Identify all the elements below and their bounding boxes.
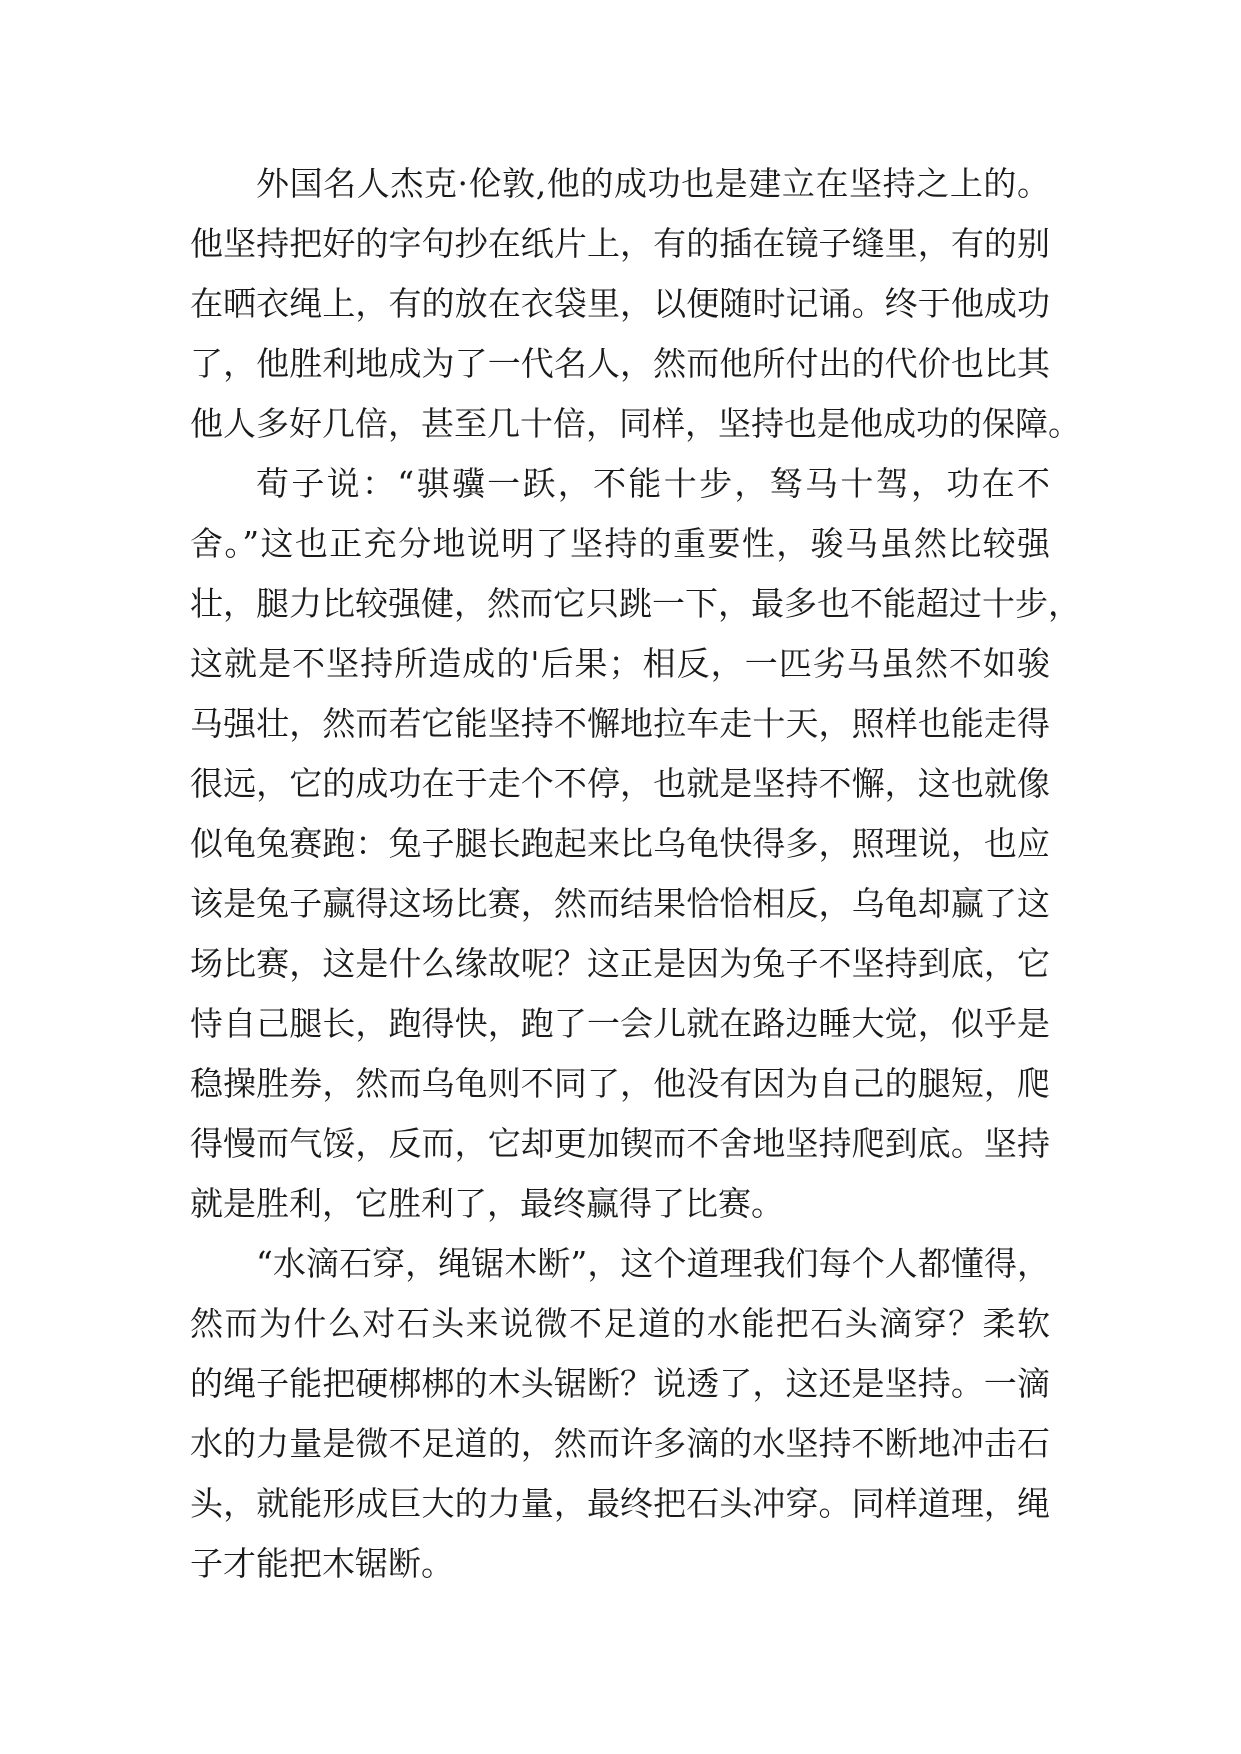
- paragraph-2-line-9: 场比赛，这是什么缘故呢？这正是因为兔子不坚持到底，它: [190, 944, 1050, 983]
- paragraph-1-line-5: 他人多好几倍，甚至几十倍，同样，坚持也是他成功的保障。: [190, 404, 1081, 443]
- paragraph-1-line-1: 外国名人杰克·伦敦,他的成功也是建立在坚持之上的。: [256, 164, 1050, 203]
- paragraph-2-line-2: 舍。”这也正充分地说明了坚持的重要性，骏马虽然比较强: [190, 524, 1050, 563]
- paragraph-2-line-8: 该是兔子赢得这场比赛，然而结果恰恰相反，乌龟却赢了这: [190, 884, 1050, 923]
- paragraph-2-line-1: 荀子说：“骐骥一跃，不能十步，驽马十驾，功在不: [256, 464, 1050, 503]
- paragraph-3-line-6: 子才能把木锯断。: [190, 1544, 454, 1583]
- paragraph-2-line-12: 得慢而气馁，反而，它却更加锲而不舍地坚持爬到底。坚持: [190, 1124, 1050, 1163]
- paragraph-3-line-1: “水滴石穿，绳锯木断”，这个道理我们每个人都懂得，: [256, 1244, 1050, 1283]
- paragraph-2-line-11: 稳操胜券，然而乌龟则不同了，他没有因为自己的腿短，爬: [190, 1064, 1050, 1103]
- paragraph-2-line-5: 马强壮，然而若它能坚持不懈地拉车走十天，照样也能走得: [190, 704, 1050, 743]
- paragraph-3-line-3: 的绳子能把硬梆梆的木头锯断？说透了，这还是坚持。一滴: [190, 1364, 1050, 1403]
- paragraph-2-line-6: 很远，它的成功在于走个不停，也就是坚持不懈，这也就像: [190, 764, 1050, 803]
- paragraph-3-line-5: 头，就能形成巨大的力量，最终把石头冲穿。同样道理，绳: [190, 1484, 1050, 1523]
- paragraph-1-line-3: 在晒衣绳上，有的放在衣袋里，以便随时记诵。终于他成功: [190, 284, 1050, 323]
- paragraph-2-line-4: 这就是不坚持所造成的'后果；相反，一匹劣马虽然不如骏: [190, 644, 1050, 683]
- paragraph-1-line-2: 他坚持把好的字句抄在纸片上，有的插在镜子缝里，有的别: [190, 224, 1050, 263]
- paragraph-3-line-2: 然而为什么对石头来说微不足道的水能把石头滴穿？柔软: [190, 1304, 1050, 1343]
- paragraph-2-line-7: 似龟兔赛跑：兔子腿长跑起来比乌龟快得多，照理说，也应: [190, 824, 1050, 863]
- paragraph-2-line-3: 壮，腿力比较强健，然而它只跳一下，最多也不能超过十步，: [190, 584, 1081, 623]
- paragraph-2-line-13: 就是胜利，它胜利了，最终赢得了比赛。: [190, 1184, 784, 1223]
- paragraph-2-line-10: 恃自己腿长，跑得快，跑了一会儿就在路边睡大觉，似乎是: [190, 1004, 1050, 1043]
- paragraph-1-line-4: 了，他胜利地成为了一代名人，然而他所付出的代价也比其: [190, 344, 1050, 383]
- paragraph-3-line-4: 水的力量是微不足道的，然而许多滴的水坚持不断地冲击石: [190, 1424, 1050, 1463]
